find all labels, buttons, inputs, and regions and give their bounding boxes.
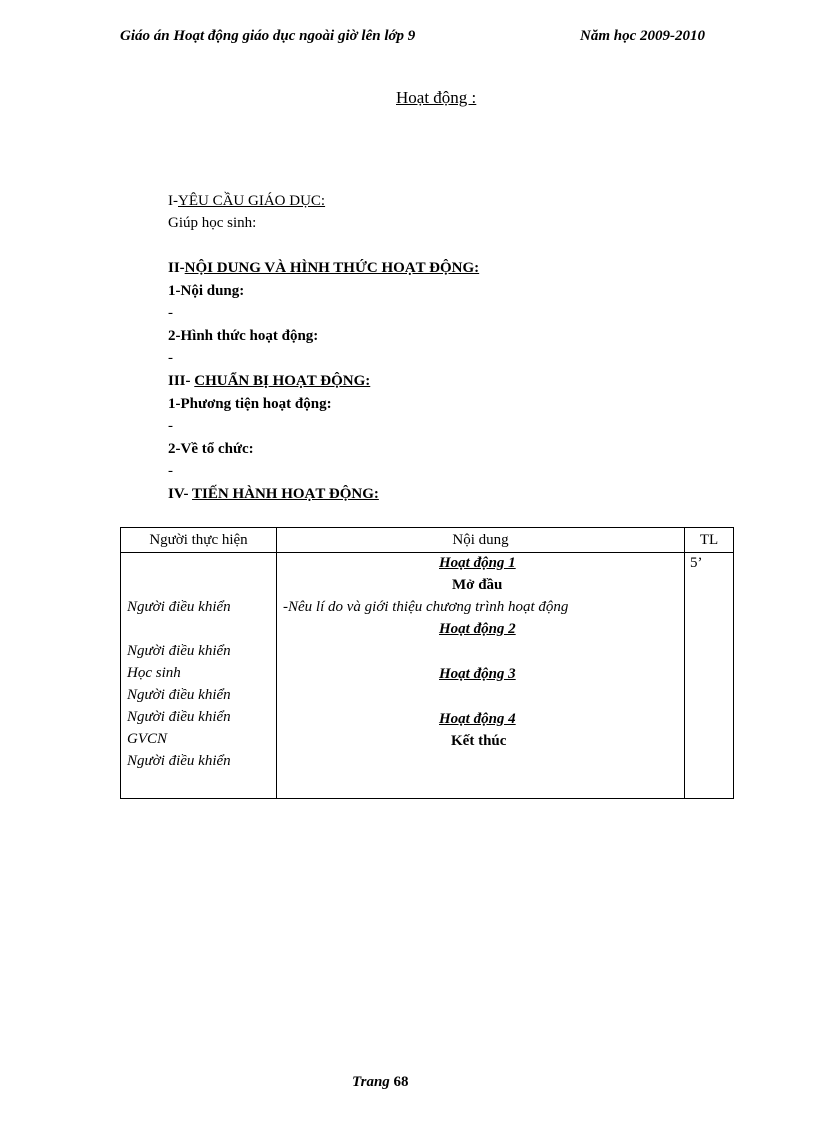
header-left: Giáo án Hoạt động giáo dục ngoài giờ lên lớp 9 (120, 28, 416, 44)
section-3-dash-2: - (168, 463, 173, 479)
time-cell (685, 553, 734, 799)
opening-label: Mở đầu (452, 577, 503, 593)
section-3-prefix: III- (168, 373, 195, 389)
performer-5: Người điều khiển (127, 709, 231, 725)
section-3-sub-1: 1-Phương tiện hoạt động: (168, 396, 332, 412)
section-3-title: CHUẨN BỊ HOẠT ĐỘNG: (194, 373, 371, 389)
section-1-heading (168, 193, 325, 210)
intro-text: -Nêu lí do và giới thiệu chương trình hoạt động (283, 599, 569, 615)
performer-3: Học sinh (127, 665, 181, 681)
page-footer (352, 1074, 409, 1091)
content-cell (277, 553, 685, 799)
section-2-heading (168, 260, 479, 277)
activity-table (120, 527, 734, 799)
header-time: TL (685, 528, 734, 553)
header-performer: Người thực hiện (121, 528, 277, 553)
activity-1-title: Hoạt động 1 (439, 555, 516, 571)
page-title: Hoạt động : (396, 88, 477, 107)
activity-4-title: Hoạt động 4 (439, 711, 516, 727)
section-2-sub-1: 1-Nội dung: (168, 283, 245, 299)
header-right: Năm học 2009-2010 (580, 28, 705, 44)
table-row (121, 553, 734, 799)
section-2-dash-1: - (168, 305, 173, 321)
time-value: 5’ (690, 555, 703, 571)
activity-3-title: Hoạt động 3 (439, 666, 516, 682)
performer-7: Người điều khiển (127, 753, 231, 769)
performer-4: Người điều khiển (127, 687, 231, 703)
table-header-row (121, 528, 734, 553)
activity-2-title: Hoạt động 2 (439, 621, 516, 637)
footer-page-number: 68 (393, 1074, 409, 1090)
closing-label: Kết thúc (451, 733, 507, 749)
header-content: Nội dung (277, 528, 685, 553)
performer-2: Người điều khiển (127, 643, 231, 659)
section-4-prefix: IV- (168, 486, 193, 502)
section-3-sub-2: 2-Về tổ chức: (168, 441, 254, 457)
performer-6: GVCN (127, 731, 168, 747)
section-4-heading (168, 486, 379, 503)
section-2-title: NỘI DUNG VÀ HÌNH THỨC HOẠT ĐỘNG: (184, 260, 480, 276)
section-3-heading (168, 373, 370, 390)
section-1-prefix: I- (168, 193, 178, 209)
section-2-sub-2: 2-Hình thức hoạt động: (168, 328, 319, 344)
section-1-title: YÊU CẦU GIÁO DỤC: (178, 193, 326, 209)
section-2-dash-2: - (168, 350, 173, 366)
section-3-dash-1: - (168, 418, 173, 434)
section-4-title: TIẾN HÀNH HOẠT ĐỘNG: (192, 486, 379, 502)
footer-label: Trang (352, 1074, 390, 1090)
performer-cell (121, 553, 277, 799)
section-2-prefix: II- (168, 260, 185, 276)
performer-1: Người điều khiển (127, 599, 231, 615)
section-1-body: Giúp học sinh: (168, 215, 257, 231)
